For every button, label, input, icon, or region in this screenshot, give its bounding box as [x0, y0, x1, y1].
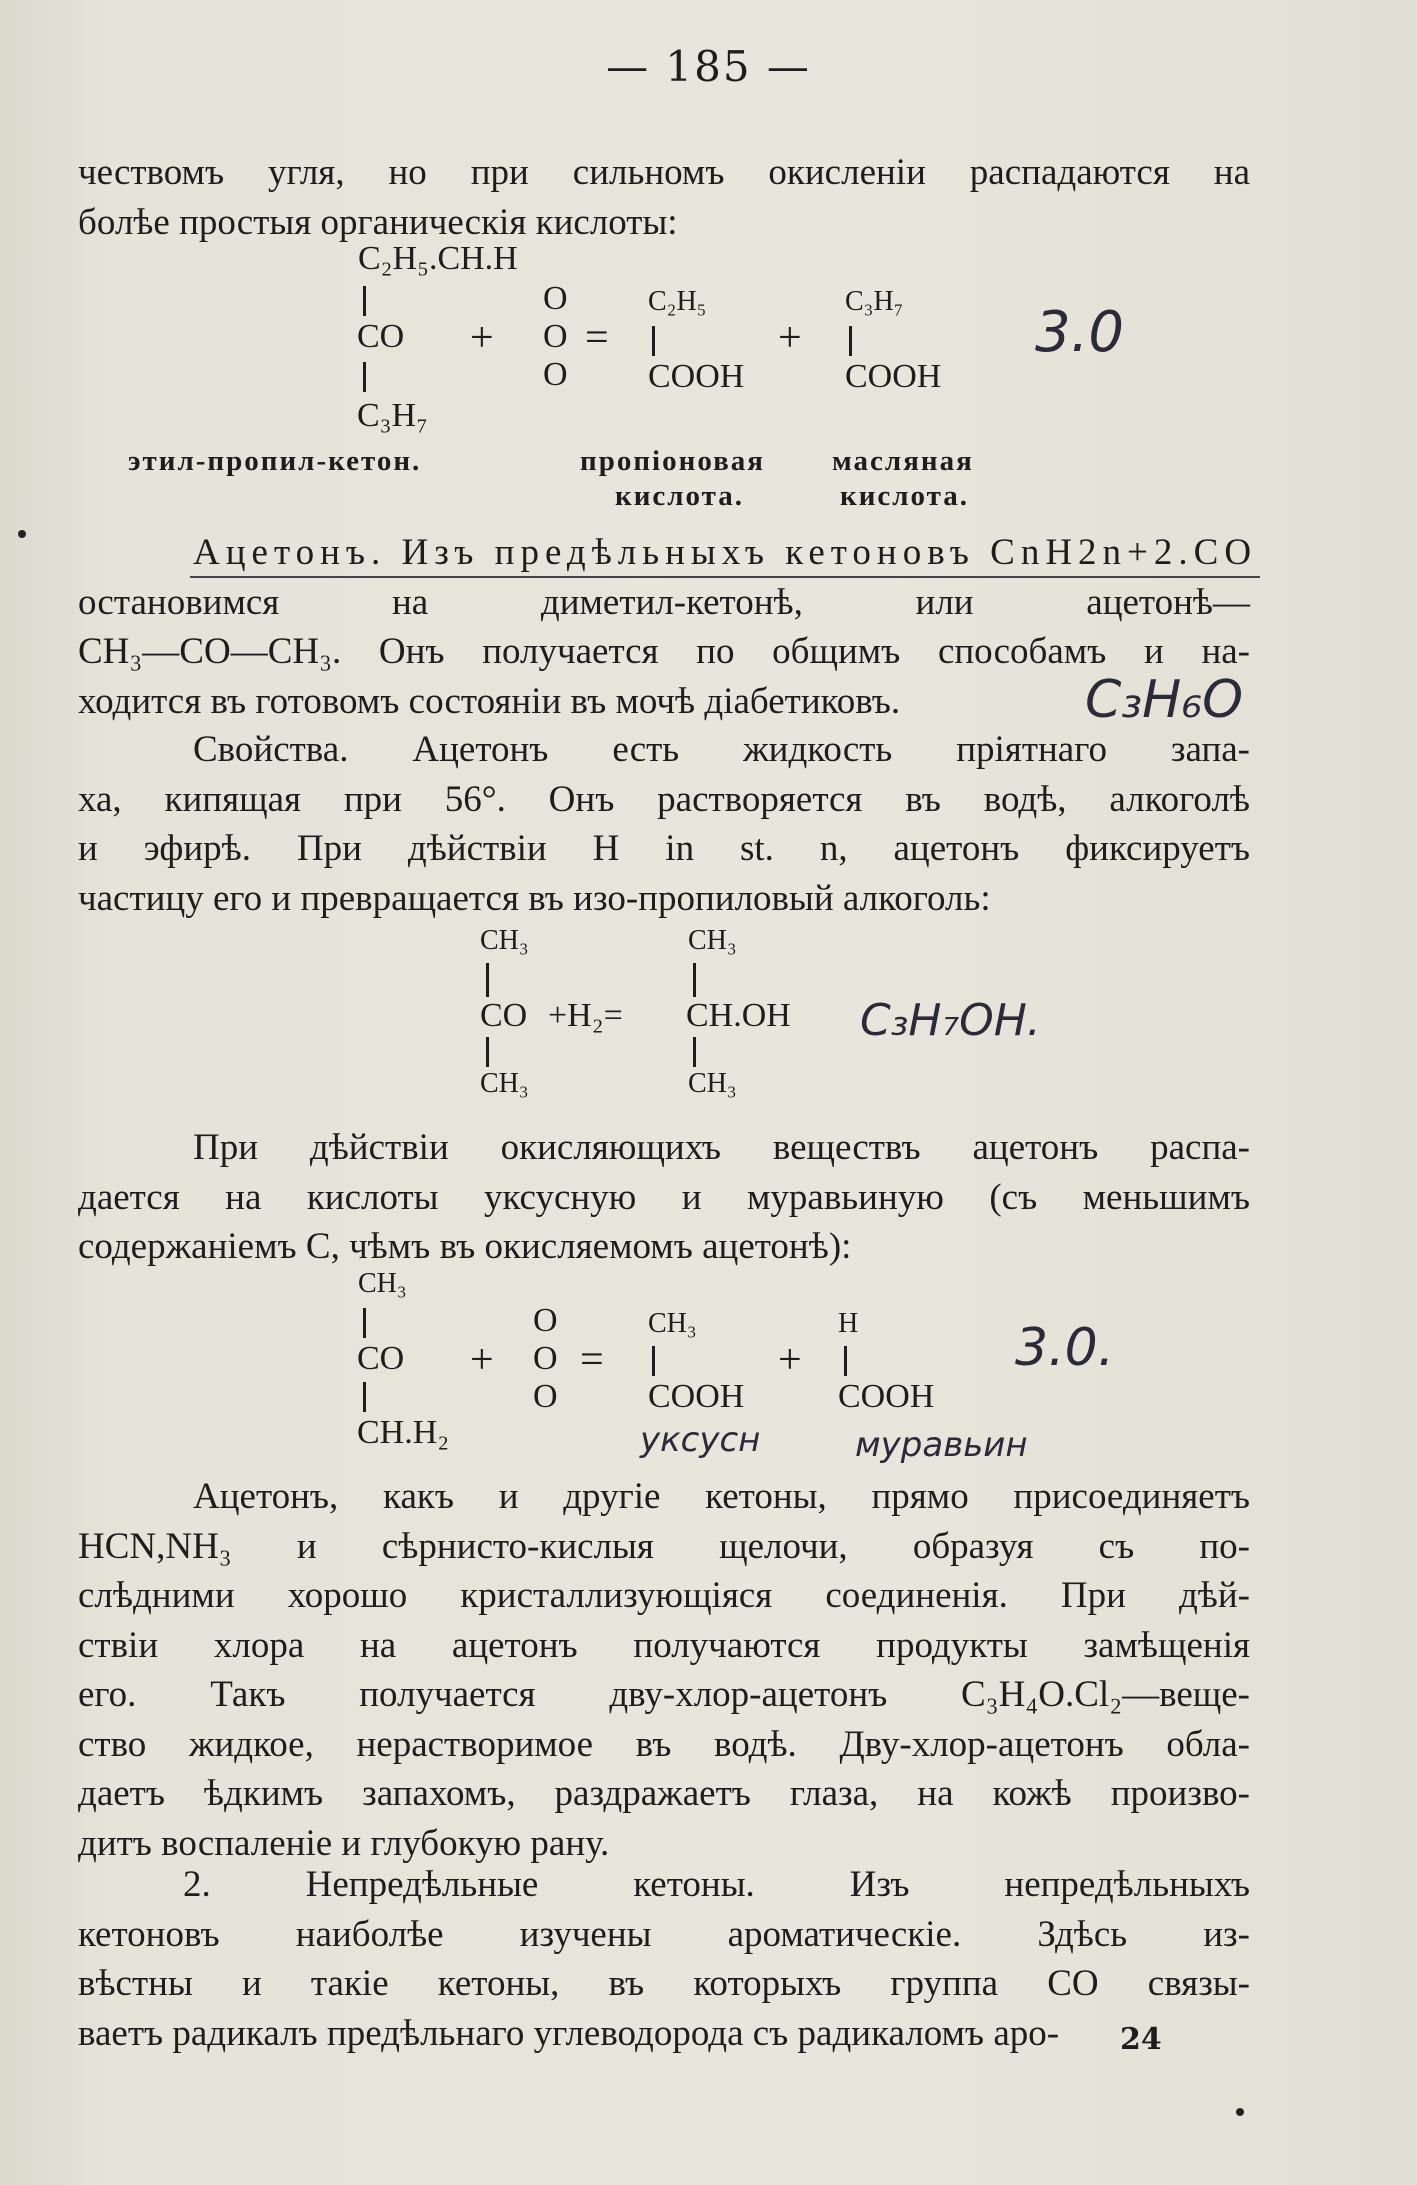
handwritten-formula: C₃H₆O — [1085, 670, 1244, 730]
text-line: Свойства. Ацетонъ есть жидкость пріятнаго запа- — [193, 729, 1250, 770]
oxygen-3: O — [543, 356, 568, 393]
equals-sign: = — [580, 1337, 604, 1383]
formula-co: CO — [480, 997, 528, 1034]
text-line: дается на кислоты уксусную и муравьиную (съ меньшимъ — [78, 1176, 1250, 1218]
formula-ch3: CH₃ — [480, 925, 529, 956]
plus-sign: + — [470, 315, 494, 361]
formula-h: H — [838, 1308, 859, 1339]
formula-ch3: CH₃ — [688, 1068, 737, 1099]
text-line: Ацетонъ, какъ и другіе кетоны, прямо присоединяетъ — [193, 1476, 1250, 1517]
bond-line — [486, 1037, 489, 1067]
paragraph-oxidation — [78, 1123, 1250, 1272]
text-line: CH₃—CO—CH₃. Онъ получается по общимъ способамъ и на- — [78, 631, 1250, 672]
paragraph-acetone — [78, 528, 1258, 726]
formula-c2h5: C₂H₅ — [648, 286, 707, 317]
signature-mark: 24 — [1120, 2022, 1162, 2057]
bond-line — [693, 1037, 696, 1067]
text-line: его. Такъ получается дву-хлор-ацетонъ C₃H₄O.Cl₂—веще- — [78, 1674, 1250, 1715]
equation-ketone-oxidation — [0, 240, 1417, 510]
margin-dot — [18, 530, 26, 538]
formula-cooh-1: COOH — [648, 358, 745, 395]
bond-line — [844, 1346, 847, 1376]
oxygen-1: O — [533, 1302, 558, 1339]
formula-ch3: CH₃ — [688, 925, 737, 956]
text-line: Ацетонъ. Изъ предѣльныхъ кетоновъ CnH2n+2.CO — [193, 532, 1258, 573]
paragraph-properties — [78, 725, 1250, 923]
text-line: дитъ воспаленіе и глубокую рану. — [78, 1822, 610, 1864]
formula-chh2: CH.H₂ — [357, 1414, 450, 1451]
oxygen-2: O — [543, 318, 568, 355]
text-line: и эфирѣ. При дѣйствіи H in st. n, ацетонъ фиксируетъ — [78, 828, 1250, 869]
text-line: содержаніемъ C, чѣмъ въ окисляемомъ ацетонѣ): — [78, 1226, 852, 1267]
text-line: ха, кипящая при 56°. Онъ растворяется въ водѣ, алкоголѣ — [78, 778, 1250, 820]
handwritten-note: муравьин — [855, 1425, 1028, 1465]
text-line: частицу его и превращается въ изо-пропиловый алкоголь: — [78, 877, 991, 919]
formula-c3h7: C₃H₇ — [845, 286, 904, 317]
handwritten-note: 3.0 — [1035, 300, 1125, 365]
paragraph-acetone-reactions — [78, 1472, 1250, 1868]
text-line: болѣе простыя органическія кислоты: — [78, 201, 678, 243]
text-line: кетоновъ наиболѣе изучены ароматическіе. Здѣсь из- — [78, 1913, 1250, 1955]
paragraph-unsaturated-ketones — [78, 1860, 1250, 2058]
page-number: — 185 — — [606, 42, 811, 91]
handwritten-note: уксусн — [640, 1420, 761, 1460]
margin-dot — [1236, 2108, 1244, 2116]
equation-reduction — [0, 925, 1417, 1115]
label-ethyl-propyl-ketone: этил-пропил-кетон. — [128, 445, 422, 477]
plus-sign: + — [470, 1337, 494, 1383]
pencil-underline — [190, 576, 1260, 578]
bond-line — [363, 1308, 366, 1338]
formula-ch3: CH₃ — [648, 1308, 697, 1339]
label-acid: кислота. — [840, 480, 970, 512]
bond-line — [693, 963, 696, 997]
text-line: При дѣйствіи окисляющихъ веществъ ацетонъ распа- — [193, 1127, 1250, 1168]
text-line: слѣдними хорошо кристаллизующіяся соединенія. При дѣй- — [78, 1575, 1250, 1616]
bond-line — [652, 326, 655, 356]
text-line: ствіи хлора на ацетонъ получаются продукты замѣщенія — [78, 1624, 1250, 1666]
text-line: вѣстны и такіе кетоны, въ которыхъ группа CO связы- — [78, 1963, 1250, 2004]
bond-line — [363, 362, 366, 392]
formula-ch3: CH₃ — [358, 1268, 407, 1299]
plus-hydrogen: +H₂= — [548, 997, 623, 1034]
formula-choh: CH.OH — [686, 997, 791, 1034]
bond-line — [363, 286, 366, 316]
formula-bottom: C₃H₇ — [357, 397, 428, 434]
bond-line — [652, 1346, 655, 1376]
handwritten-formula: C₃H₇OH. — [860, 995, 1041, 1046]
formula-co: CO — [357, 1340, 405, 1377]
handwritten-note: 3.0. — [1015, 1318, 1115, 1378]
equals-sign: = — [585, 315, 609, 361]
bond-line — [486, 963, 489, 997]
plus-sign: + — [778, 1337, 802, 1383]
oxygen-3: O — [533, 1378, 558, 1415]
text-line: чествомъ угля, но при сильномъ окисленіи распадаются на — [78, 152, 1250, 193]
formula-cooh-2: COOH — [838, 1378, 935, 1415]
text-line: HCN,NH₃ и сѣрнисто-кислыя щелочи, образуя съ по- — [78, 1525, 1250, 1567]
label-butyric: масляная — [832, 445, 974, 477]
formula-top: C₂H₅.CH.H — [358, 240, 518, 277]
bond-line — [849, 326, 852, 356]
formula-cooh-1: COOH — [648, 1378, 745, 1415]
text-line: ваетъ радикалъ предѣльнаго углеводорода съ радикаломъ аро- — [78, 2012, 1060, 2054]
label-acid: кислота. — [615, 480, 745, 512]
oxygen-2: O — [533, 1340, 558, 1377]
text-line: 2. Непредѣльные кетоны. Изъ непредѣльныхъ — [183, 1864, 1250, 1905]
text-line: ство жидкое, нерастворимое въ водѣ. Дву-хлор-ацетонъ обла- — [78, 1723, 1250, 1765]
label-propionic: пропіоновая — [580, 445, 765, 477]
text-line: даетъ ѣдкимъ запахомъ, раздражаетъ глаза, на кожѣ произво- — [78, 1773, 1250, 1814]
oxygen-1: O — [543, 280, 568, 317]
paragraph-1 — [78, 148, 1250, 247]
formula-co: CO — [357, 318, 405, 355]
formula-cooh-2: COOH — [845, 358, 942, 395]
plus-sign: + — [778, 315, 802, 361]
text-line: остановимся на диметил-кетонѣ, или ацетонѣ— — [78, 581, 1250, 623]
text-line: ходится въ готовомъ состояніи въ мочѣ діабетиковъ. — [78, 680, 901, 722]
formula-ch3: CH₃ — [480, 1068, 529, 1099]
bond-line — [363, 1382, 366, 1412]
